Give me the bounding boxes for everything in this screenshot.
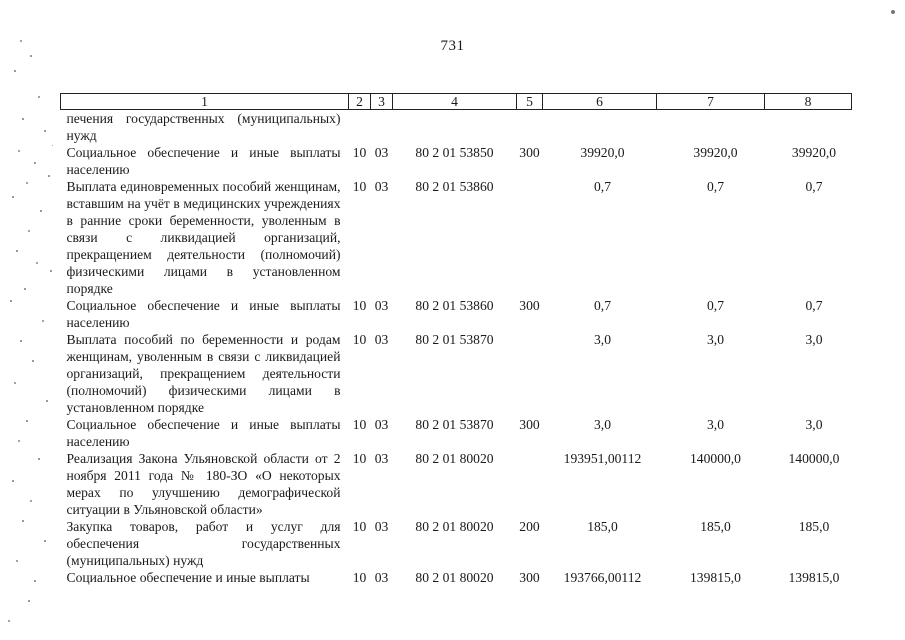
row-expense-type: 300 [519, 570, 540, 585]
row-name: печения государственных (муниципальных) нужд [66, 111, 341, 143]
scan-speckle [8, 620, 10, 622]
row-amount-col7: 139815,0 [690, 570, 741, 585]
row-section: 10 [352, 332, 367, 347]
header-col-4: 4 [393, 94, 517, 110]
row-section [349, 110, 371, 145]
scan-speckle [34, 580, 36, 582]
scan-speckle [18, 440, 20, 442]
table-row [61, 178, 852, 297]
scan-speckle [12, 480, 14, 482]
row-amount-col7: 39920,0 [693, 145, 738, 160]
row-expense-type: 200 [519, 519, 540, 534]
row-target-code: 80 2 01 53860 [415, 179, 494, 194]
scan-speckle [40, 210, 42, 212]
scan-speckle [44, 130, 46, 132]
header-col-5: 5 [517, 94, 543, 110]
row-amount-col8: 39920,0 [791, 145, 837, 160]
table-row [61, 331, 852, 416]
scan-mark [891, 10, 895, 14]
scan-speckle [28, 230, 30, 232]
header-col-8: 8 [765, 94, 852, 110]
row-amount-col7: 0,7 [707, 179, 724, 194]
scan-speckle [48, 175, 50, 177]
scan-speckle [14, 382, 16, 384]
row-amount-col7: 3,0 [707, 417, 724, 432]
row-amount-col6: 185,0 [587, 519, 618, 534]
header-col-3: 3 [371, 94, 393, 110]
scan-speckle [10, 300, 12, 302]
scan-speckle [44, 540, 46, 542]
row-name: Социальное обеспечение и иные выплаты населению [66, 145, 341, 177]
row-expense-type [517, 178, 543, 297]
scan-speckle [16, 560, 18, 562]
row-amount-col6: 0,7 [594, 298, 611, 313]
row-amount-col6 [543, 110, 657, 145]
row-name: Выплата единовременных пособий женщинам, вставшим на учёт в медицинских учреждениях в ранние сроки беременности, уволенным в связи с ликвидацией организаций, прекращением деятельности (полномочий) физическими лицами в установленном порядке [66, 179, 341, 296]
scan-speckle [24, 288, 26, 290]
table-row [61, 518, 852, 569]
row-amount-col6: 39920,0 [580, 145, 625, 160]
row-expense-type: 300 [519, 145, 540, 160]
scan-speckle [28, 600, 30, 602]
row-target-code: 80 2 01 53850 [415, 145, 494, 160]
page-number: 731 [440, 38, 465, 54]
table-row [61, 144, 852, 178]
row-expense-type: 300 [519, 298, 540, 313]
scan-speckle [30, 55, 32, 57]
row-name: Социальное обеспечение и иные выплаты населению [66, 298, 341, 330]
row-section: 10 [352, 298, 367, 313]
row-subsection: 03 [374, 332, 389, 347]
row-amount-col6: 3,0 [594, 417, 611, 432]
table-header [61, 94, 852, 110]
row-name: Социальное обеспечение и иные выплаты [66, 570, 310, 585]
row-section: 10 [352, 451, 367, 466]
row-amount-col7: 0,7 [707, 298, 724, 313]
scan-speckle [34, 162, 36, 164]
row-amount-col7: 185,0 [700, 519, 731, 534]
row-subsection: 03 [374, 519, 389, 534]
scan-speckle [14, 70, 16, 72]
scan-speckle [26, 182, 28, 184]
row-amount-col8: 140000,0 [788, 451, 840, 466]
header-col-7: 7 [657, 94, 765, 110]
header-col-1: 1 [61, 94, 349, 110]
header-col-2: 2 [349, 94, 371, 110]
row-amount-col8: 3,0 [805, 417, 823, 432]
table-row [61, 450, 852, 518]
row-name: Реализация Закона Ульяновской области от 2 ноября 2011 года № 180-ЗО «О некоторых мерах по улучшению демографической ситуации в Ульяновской области» [66, 451, 341, 517]
header-row [61, 94, 852, 110]
row-target-code: 80 2 01 80020 [415, 570, 494, 585]
row-amount-col7 [657, 110, 765, 145]
table-body [61, 110, 852, 587]
scan-speckle [50, 270, 52, 272]
table-row [61, 569, 852, 586]
table-row [61, 416, 852, 450]
row-target-code: 80 2 01 53870 [415, 332, 494, 347]
row-amount-col8: 0,7 [805, 179, 823, 194]
scan-speckle [26, 420, 28, 422]
row-amount-col7: 3,0 [707, 332, 724, 347]
row-section: 10 [352, 145, 367, 160]
scan-speckle [30, 500, 32, 502]
scan-speckle [38, 96, 40, 98]
table-row [61, 297, 852, 331]
row-expense-type [517, 110, 543, 145]
row-subsection: 03 [374, 179, 389, 194]
row-name: Социальное обеспечение и иные выплаты населению [66, 417, 341, 449]
row-target-code: 80 2 01 53860 [415, 298, 494, 313]
row-section: 10 [352, 179, 367, 194]
scan-speckle [20, 40, 22, 42]
row-amount-col8: 3,0 [805, 332, 823, 347]
row-target-code [393, 110, 517, 145]
row-subsection: 03 [374, 145, 389, 160]
row-expense-type: 300 [519, 417, 540, 432]
budget-table [60, 93, 852, 586]
row-section: 10 [352, 417, 367, 432]
row-amount-col7: 140000,0 [690, 451, 741, 466]
row-amount-col8: 185,0 [798, 519, 830, 534]
row-amount-col6: 0,7 [594, 179, 611, 194]
row-amount-col6: 3,0 [594, 332, 611, 347]
row-subsection: 03 [374, 417, 389, 432]
scan-speckle [42, 320, 44, 322]
row-expense-type [517, 331, 543, 416]
row-target-code: 80 2 01 80020 [415, 451, 494, 466]
scan-speckle [36, 262, 38, 264]
scan-speckle [22, 520, 24, 522]
row-subsection [371, 110, 393, 145]
scan-speckle [52, 145, 53, 146]
row-subsection: 03 [374, 298, 389, 313]
row-section: 10 [352, 570, 367, 585]
row-name: Закупка товаров, работ и услуг для обеспечения государственных (муниципальных) нужд [66, 519, 341, 568]
scan-speckle [46, 400, 48, 402]
scan-speckle [18, 150, 20, 152]
row-amount-col6: 193766,00112 [563, 570, 642, 585]
row-subsection: 03 [374, 451, 389, 466]
scan-speckle [38, 458, 40, 460]
row-section: 10 [352, 519, 367, 534]
header-col-6: 6 [543, 94, 657, 110]
row-amount-col6: 193951,00112 [563, 451, 642, 466]
table-row [61, 110, 852, 145]
scan-speckle [32, 360, 34, 362]
scan-speckle [16, 250, 18, 252]
scan-speckle [22, 118, 24, 120]
scan-speckle [20, 340, 22, 342]
row-subsection: 03 [374, 570, 389, 585]
row-target-code: 80 2 01 80020 [415, 519, 494, 534]
scan-speckle [12, 196, 14, 198]
row-target-code: 80 2 01 53870 [415, 417, 494, 432]
row-amount-col8: 139815,0 [788, 570, 840, 585]
row-amount-col8: 0,7 [805, 298, 823, 313]
row-amount-col8 [765, 110, 852, 145]
row-expense-type [517, 450, 543, 518]
row-name: Выплата пособий по беременности и родам женщинам, уволенным в связи с ликвидацией организаций, прекращением деятельности (полномочий) физическими лицами в установленном порядке [66, 332, 341, 415]
